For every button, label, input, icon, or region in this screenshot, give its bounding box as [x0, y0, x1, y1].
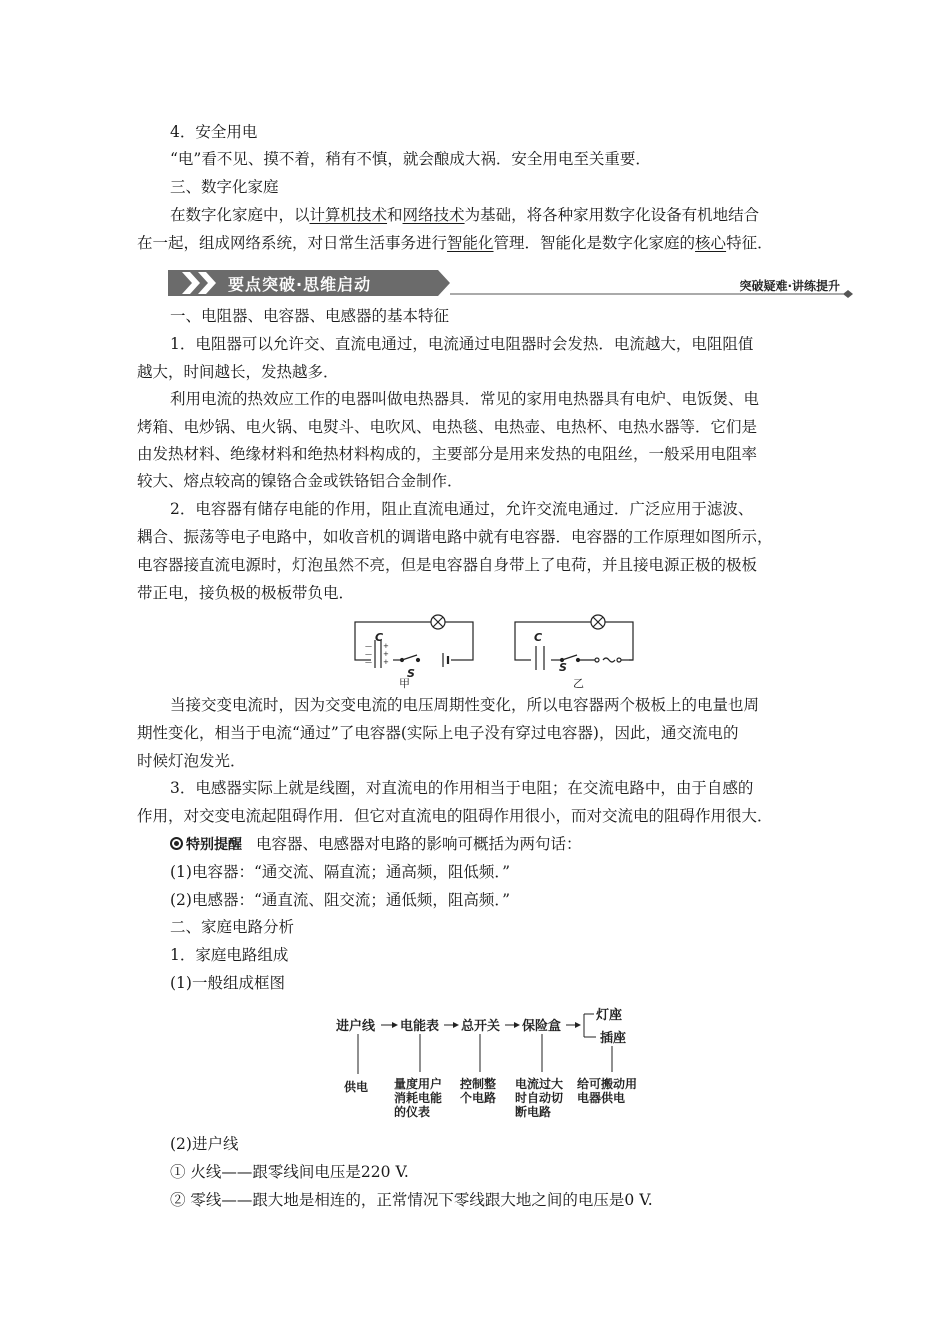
- sub-heading: (1)一般组成框图: [170, 974, 285, 992]
- switch-label: S: [559, 661, 567, 674]
- flow-note: 供电: [344, 1080, 369, 1094]
- paragraph-line: 带正电，接负极的极板带负电．: [137, 584, 355, 602]
- paragraph-line: 当接交变电流时，因为交变电流的电压周期性变化，所以电容器两个极板上的电量也周: [170, 696, 760, 714]
- section-heading: 一、电阻器、电容器、电感器的基本特征: [170, 307, 450, 325]
- list-item: (2)电感器：“通直流、阻交流；通低频，阻高频．”: [170, 891, 511, 909]
- circuit-yi: [515, 615, 633, 670]
- capacitor-circuit-figure: [345, 610, 645, 690]
- flow-note: 断电路: [515, 1105, 552, 1119]
- reminder-tag-label: 特别提醒: [186, 837, 242, 853]
- paragraph-line: [170, 204, 759, 226]
- capacitor-label: C: [375, 631, 384, 644]
- flow-note: 给可搬动用: [577, 1077, 638, 1091]
- reminder-tag: [170, 837, 242, 853]
- list-item: (1)电容器：“通交流、隔直流；通高频，阻低频．”: [170, 863, 511, 881]
- flow-branch: 灯座: [596, 1008, 623, 1023]
- section-heading: 三、数字化家庭: [170, 178, 279, 196]
- text: 为基础，将各种家用数字化设备有机地结合: [464, 206, 760, 224]
- paragraph-line: 电容器接直流电源时，灯泡虽然不亮，但是电容器自身带上了电荷，并且接电源正极的极板: [137, 556, 758, 574]
- paragraph-line: 2．电容器有储存电能的作用，阻止直流电通过，允许交流电通过．广泛应用于滤波、: [170, 500, 754, 518]
- section-banner: [168, 268, 858, 298]
- special-reminder: [170, 833, 582, 856]
- circuit-jia: [355, 615, 473, 668]
- underlined-term: 核心: [695, 234, 727, 252]
- paragraph-line: 作用，对交变电流起阻碍作用．但它对直流电的阻碍作用很小，而对交流电的阻碍作用很大．: [137, 807, 773, 825]
- underlined-term: 计算机技术: [309, 206, 388, 224]
- text: 在一起，组成网络系统，对日常生活事务进行: [137, 234, 448, 252]
- household-circuit-block-diagram: [330, 1000, 670, 1130]
- capacitor-label: C: [534, 631, 543, 644]
- paragraph-line: 3．电感器实际上就是线圈，对直流电的作用相当于电阻；在交流电路中，由于自感的: [170, 779, 754, 797]
- flow-branch: 插座: [600, 1031, 627, 1046]
- flow-node: 总开关: [461, 1019, 501, 1034]
- svg-text:+: +: [383, 642, 389, 650]
- banner-title: 要点突破·思维启动: [228, 275, 372, 294]
- flow-note: 消耗电能: [394, 1091, 443, 1105]
- paragraph-line: 1．电阻器可以允许交、直流电通过，电流通过电阻器时会发热．电流越大，电阻阻值: [170, 335, 754, 353]
- reminder-icon: [170, 837, 183, 850]
- text: 管理．智能化是数字化家庭的: [493, 234, 696, 252]
- flow-note: 个电路: [460, 1091, 497, 1105]
- flow-node: 进户线: [336, 1019, 376, 1034]
- paragraph-line: 越大，时间越长，发热越多．: [137, 363, 339, 381]
- sub-heading: (2)进户线: [170, 1135, 239, 1153]
- flow-note: 电流过大: [515, 1077, 564, 1091]
- text: 和: [387, 206, 403, 224]
- flow-note: 电器供电: [577, 1091, 626, 1105]
- underlined-term: 智能化: [447, 234, 494, 252]
- svg-text:+: +: [383, 658, 389, 666]
- figure-caption: 乙: [573, 677, 584, 690]
- underlined-term: 网络技术: [402, 206, 465, 224]
- svg-text:+: +: [383, 650, 389, 658]
- svg-text:—: —: [365, 642, 372, 650]
- paragraph-line: 耦合、振荡等电子电路中，如收音机的调谐电路中就有电容器．电容器的工作原理如图所示，: [137, 528, 773, 546]
- flow-note: 控制整: [460, 1077, 497, 1091]
- paragraph-line: 期性变化，相当于电流“通过”了电容器(实际上电子没有穿过电容器)，因此，通交流电的: [137, 724, 739, 742]
- flow-note: 时自动切: [515, 1091, 564, 1105]
- list-item: ② 零线——跟大地是相连的，正常情况下零线跟大地之间的电压是0 V.: [170, 1191, 653, 1209]
- paragraph-line: 利用电流的热效应工作的电器叫做电热器具．常见的家用电热器具有电炉、电饭煲、电: [170, 390, 760, 408]
- paragraph-line: 烤箱、电炒锅、电火锅、电熨斗、电吹风、电热毯、电热壶、电热杯、电热水器等．它们是: [137, 418, 758, 436]
- banner-subtitle: 突破疑难·讲练提升: [739, 279, 840, 293]
- paragraph-line: 较大、熔点较高的镍铬合金或铁铬铝合金制作．: [137, 472, 463, 490]
- flow-node: 电能表: [400, 1019, 440, 1034]
- sub-heading: 1．家庭电路组成: [170, 946, 289, 964]
- text: 在数字化家庭中，以: [170, 206, 310, 224]
- paragraph-line: 时候灯泡发光．: [137, 752, 246, 770]
- section-heading: 4．安全用电: [170, 123, 258, 141]
- reminder-text: 电容器、电感器对电路的影响可概括为两句话：: [256, 835, 582, 853]
- paragraph-line: [137, 232, 773, 254]
- list-item: ① 火线——跟零线间电压是220 V.: [170, 1163, 409, 1181]
- figure-caption: 甲: [399, 677, 410, 690]
- flow-note: 的仪表: [394, 1105, 431, 1119]
- svg-text:—: —: [365, 658, 372, 666]
- switch-label: S: [407, 667, 415, 680]
- flow-note: 量度用户: [394, 1077, 443, 1091]
- svg-text:—: —: [365, 650, 372, 658]
- paragraph-line: 由发热材料、绝缘材料和绝热材料构成的，主要部分是用来发热的电阻丝，一般采用电阻率: [137, 445, 758, 463]
- section-heading: 二、家庭电路分析: [170, 918, 295, 936]
- paragraph: “电”看不见、摸不着，稍有不慎，就会酿成大祸．安全用电至关重要．: [170, 150, 651, 168]
- text: 特征．: [726, 234, 773, 252]
- flow-node: 保险盒: [522, 1019, 562, 1034]
